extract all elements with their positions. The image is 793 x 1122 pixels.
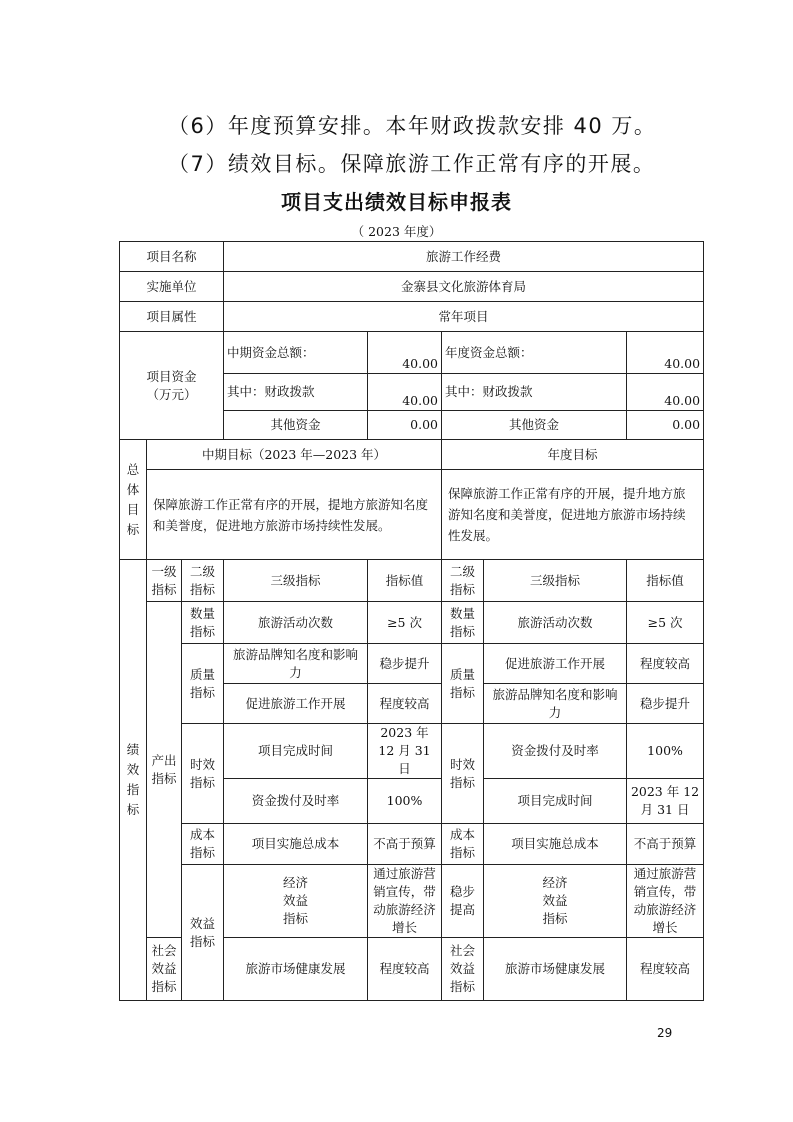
mid-cost-item: 项目实施总成本	[224, 824, 368, 865]
year-social-value: 程度较高	[627, 938, 704, 1001]
project-name-value: 旅游工作经费	[224, 242, 704, 272]
mid-other-label: 其他资金	[224, 411, 368, 440]
year-quality-label: 质量 指标	[442, 644, 484, 724]
funds-label-line1: 项目资金	[146, 368, 197, 384]
mid-time-value-1: 2023 年 12 月 31 日	[368, 724, 442, 779]
benefit-indicator-label: 效益 指标	[182, 865, 224, 1001]
year-quantity-item: 旅游活动次数	[484, 602, 627, 644]
timeliness-label: 时效 指标	[182, 724, 224, 824]
mid-fiscal-label: 其中：财政拨款	[224, 374, 368, 411]
mid-quality-value-1: 稳步提升	[368, 644, 442, 684]
year-time-value-1: 100%	[627, 724, 704, 779]
year-cost-value: 不高于预算	[627, 824, 704, 865]
year-time-item-1: 资金拨付及时率	[484, 724, 627, 779]
year-quality-value-1: 程度较高	[627, 644, 704, 684]
mid-quantity-item: 旅游活动次数	[224, 602, 368, 644]
attribute-label: 项目属性	[120, 302, 224, 332]
mid-goal-text: 保障旅游工作正常有序的开展，提地方旅游知名度和美誉度，促进地方旅游市场持续性发展。	[147, 470, 442, 560]
mid-time-item-1: 项目完成时间	[224, 724, 368, 779]
mid-total-label: 中期资金总额：	[224, 332, 368, 374]
table-title: 项目支出绩效目标申报表	[281, 190, 512, 214]
quantity-label: 数量 指标	[182, 602, 224, 644]
mid-quality-item-1: 旅游品牌知名度和影响力	[224, 644, 368, 684]
mid-quality-item-2: 促进旅游工作开展	[224, 684, 368, 724]
year-total-label: 年度资金总额：	[442, 332, 627, 374]
attribute-value: 常年项目	[224, 302, 704, 332]
year-value-header: 指标值	[627, 560, 704, 602]
year-goal-header: 年度目标	[442, 440, 704, 470]
unit-value: 金寨县文化旅游体育局	[224, 272, 704, 302]
mid-social-item: 旅游市场健康发展	[224, 938, 368, 1001]
project-name-label: 项目名称	[120, 242, 224, 272]
paragraph-budget: （6）年度预算安排。本年财政拨款安排 40 万。	[168, 114, 657, 138]
mid-total-value: 40.00	[368, 332, 442, 374]
mid-social-value: 程度较高	[368, 938, 442, 1001]
page-number: 29	[657, 1026, 673, 1040]
social-label: 社会 效益 指标	[147, 938, 182, 1001]
mid-cost-value: 不高于预算	[368, 824, 442, 865]
year-quality-value-2: 稳步提升	[627, 684, 704, 724]
year-social-label: 社会 效益 指标	[442, 938, 484, 1001]
level3-header: 三级指标	[224, 560, 368, 602]
year-fiscal-label: 其中：财政拨款	[442, 374, 627, 411]
mid-economic-item: 通过旅游营销宣传，带动旅游经济增长	[368, 865, 442, 938]
funds-label-line2: （万元）	[146, 386, 197, 402]
mid-economic-value: 稳步提高	[442, 865, 484, 938]
performance-target-table	[119, 241, 704, 1001]
year-cost-item: 项目实施总成本	[484, 824, 627, 865]
funds-label	[120, 332, 224, 440]
cost-label: 成本 指标	[182, 824, 224, 865]
economic-label: 经济 效益 指标	[224, 865, 368, 938]
year-quality-item-2: 旅游品牌知名度和影响力	[484, 684, 627, 724]
year-goal-text: 保障旅游工作正常有序的开展，提升地方旅游知名度和美誉度，促进地方旅游市场持续性发展。	[442, 470, 704, 560]
mid-fiscal-value: 40.00	[368, 374, 442, 411]
value-header: 指标值	[368, 560, 442, 602]
year-quantity-value: ≥5 次	[627, 602, 704, 644]
year-economic-label: 经济 效益 指标	[484, 865, 627, 938]
mid-other-value: 0.00	[368, 411, 442, 440]
mid-goal-header: 中期目标（2023 年—2023 年）	[147, 440, 442, 470]
year-fiscal-value: 40.00	[627, 374, 704, 411]
year-economic-item: 通过旅游营销宣传，带动旅游经济增长	[627, 865, 704, 938]
mid-quantity-value: ≥5 次	[368, 602, 442, 644]
year-cost-label: 成本 指标	[442, 824, 484, 865]
unit-label: 实施单位	[120, 272, 224, 302]
year-quality-item-1: 促进旅游工作开展	[484, 644, 627, 684]
year-level2-header: 二级 指标	[442, 560, 484, 602]
year-level3-header: 三级指标	[484, 560, 627, 602]
mid-quality-value-2: 程度较高	[368, 684, 442, 724]
year-time-item-2: 项目完成时间	[484, 779, 627, 824]
year-total-value: 40.00	[627, 332, 704, 374]
year-time-value-2: 2023 年 12 月 31 日	[627, 779, 704, 824]
output-indicator-label: 产出 指标	[147, 602, 182, 938]
paragraph-goal: （7）绩效目标。保障旅游工作正常有序的开展。	[168, 152, 656, 176]
quality-label: 质量 指标	[182, 644, 224, 724]
year-social-item: 旅游市场健康发展	[484, 938, 627, 1001]
year-other-label: 其他资金	[442, 411, 627, 440]
year-line: （ 2023 年度）	[351, 224, 442, 239]
mid-time-value-2: 100%	[368, 779, 442, 824]
level2-header: 二级 指标	[182, 560, 224, 602]
overall-goal-side-label: 总 体 目 标	[120, 440, 147, 560]
performance-side-label: 绩 效 指 标	[120, 560, 147, 1001]
level1-header: 一级 指标	[147, 560, 182, 602]
year-other-value: 0.00	[627, 411, 704, 440]
year-quantity-label: 数量 指标	[442, 602, 484, 644]
mid-time-item-2: 资金拨付及时率	[224, 779, 368, 824]
year-timeliness-label: 时效 指标	[442, 724, 484, 824]
